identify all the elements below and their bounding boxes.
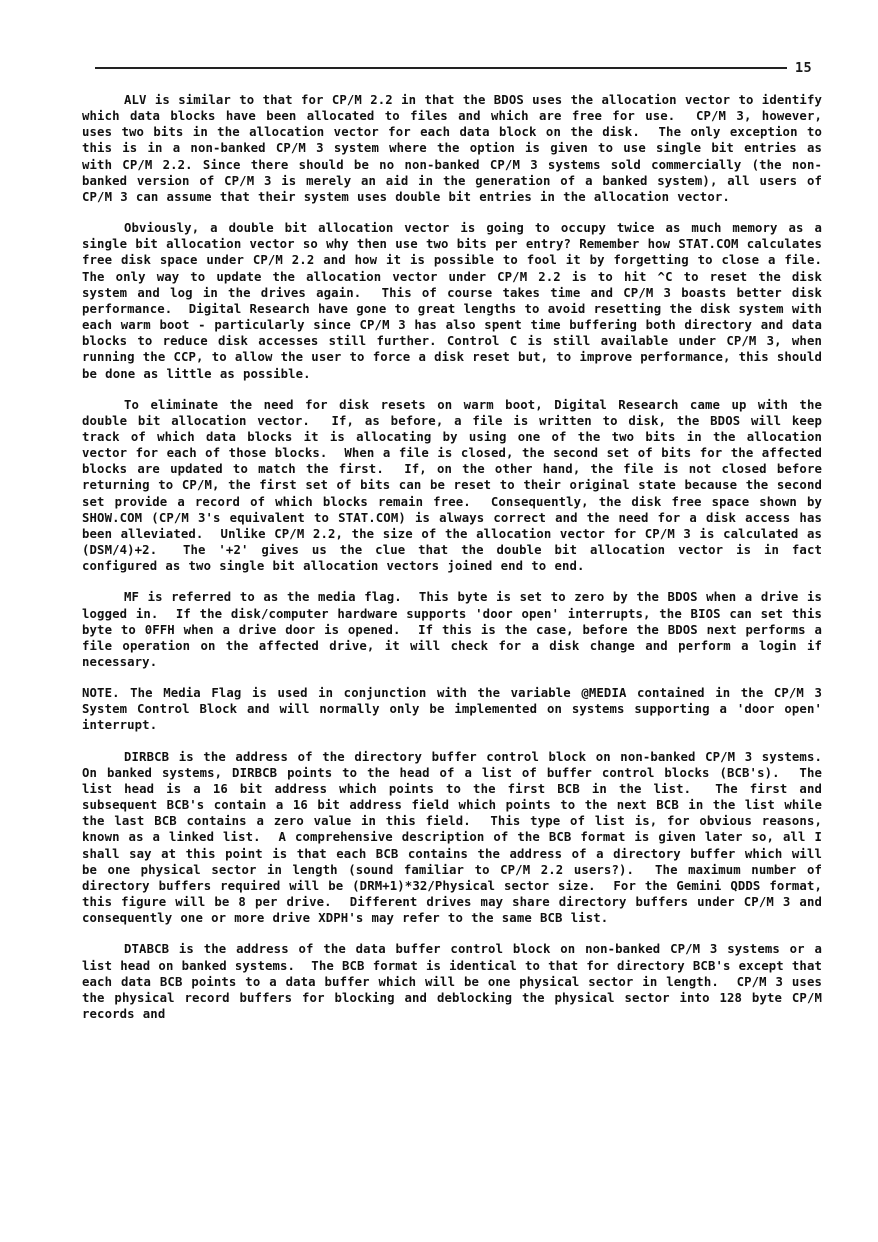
page-header [0, 56, 878, 82]
paragraph-mf: MF is referred to as the media flag. This byte is set to zero by the BDOS when a drive is logged in. If the disk/computer hardware supports 'door open' interrupts, the BIOS can set this byte to 0FFH when a drive door is opened. If this is the case, before the BDOS next performs a file operation on the affected drive, it will check for a disk change and perform a login if necessary. [82, 590, 831, 669]
paragraph-note: NOTE. The Media Flag is used in conjunction with the variable @MEDIA contained in the CP/M 3 System Control Block and will normally only be implemented on systems supporting a 'door open' interrupt. [82, 686, 831, 733]
paragraph-dirbcb: DIRBCB is the address of the directory buffer control block on non-banked CP/M 3 systems. On banked systems, DIRBCB points to the head of a list of buffer control blocks (BCB's). The list head is a 16 bit address which points to the first BCB in the list. The first and subsequent BCB's contain a 16 bit address field which points to the next BCB in the list while the last BCB contains a zero value in this field. This type of list is, for obvious reasons, known as a linked list. A comprehensive description of the BCB format is given later so, all I shall say at this point is that each BCB contains the address of a directory buffer which will be one physical sector in length (sound familiar to CP/M 2.2 users?). The maximum number of directory buffers required will be (DRM+1)*32/Physical sector size. For the Gemini QDDS format, this figure will be 8 per drive. Different drives may share directory buffers under CP/M 3 and consequently one or more drive XDPH's may refer to the same BCB list. [82, 749, 839, 926]
header-rule-divider [95, 67, 787, 69]
paragraph-dtabcb: DTABCB is the address of the data buffer control block on non-banked CP/M 3 systems or a list head on banked systems. The BCB format is identical to that for directory BCB's except that each data BCB points to a data buffer which will be one physical sector in length. CP/M 3 uses the physical record buffers for blocking and deblocking the physical sector into 128 byte CP/M records and [82, 942, 831, 1021]
paragraph-alv: ALV is similar to that for CP/M 2.2 in that the BDOS uses the allocation vector to identify which data blocks have been allocated to files and which are free for use. CP/M 3, however, uses two bits in the allocation vector for each data block on the disk. The only exception to this is in a non-banked CP/M 3 system where the option is given to use single bit entries as with CP/M 2.2. Since there should be no non-banked CP/M 3 systems sold commercially (the non-banked version of CP/M 3 is merely an aid in the generation of a banked system), all users of CP/M 3 can assume that their system uses double bit entries in the allocation vector. [82, 93, 831, 204]
paragraph-obviously: Obviously, a double bit allocation vector is going to occupy twice as much memory as a single bit allocation vector so why then use two bits per entry? Remember how STAT.COM calculates free disk space under CP/M 2.2 and how it is possible to fool it by forgetting to close a file. The only way to update the allocation vector under CP/M 2.2 is to hit ^C to reset the disk system and log in the drives again. This of course takes time and CP/M 3 boasts better disk performance. Digital Research have gone to great lengths to avoid resetting the disk system with each warm boot - particularly since CP/M 3 has also spent time buffering both directory and data blocks to reduce disk accesses still further. Control C is still available under CP/M 3, when running the CCP, to allow the user to force a disk reset but, to improve performance, this should be done as little as possible. [82, 221, 839, 381]
paragraph-eliminate: To eliminate the need for disk resets on warm boot, Digital Research came up with the double bit allocation vector. If, as before, a file is written to disk, the BDOS will keep track of which data blocks it is allocating by using one of the two bits in the allocation vector for each of those blocks. When a file is closed, the second set of bits for the affected blocks are updated to match the first. If, on the other hand, the file is not closed before returning to CP/M, the first set of bits can be reset to their original state because the second set provide a record of which blocks remain free. Consequently, the disk free space shown by SHOW.COM (CP/M 3's equivalent to STAT.COM) is always correct and the need for a disk access has been alleviated. Unlike CP/M 2.2, the size of the allocation vector for CP/M 3 is calculated as (DSM/4)+2. The '+2' gives us the clue that the double bit allocation vector is in fact configured as two single bit allocation vectors joined end to end. [82, 397, 831, 574]
page-number: 15 [795, 60, 813, 76]
document-body [82, 92, 839, 1022]
